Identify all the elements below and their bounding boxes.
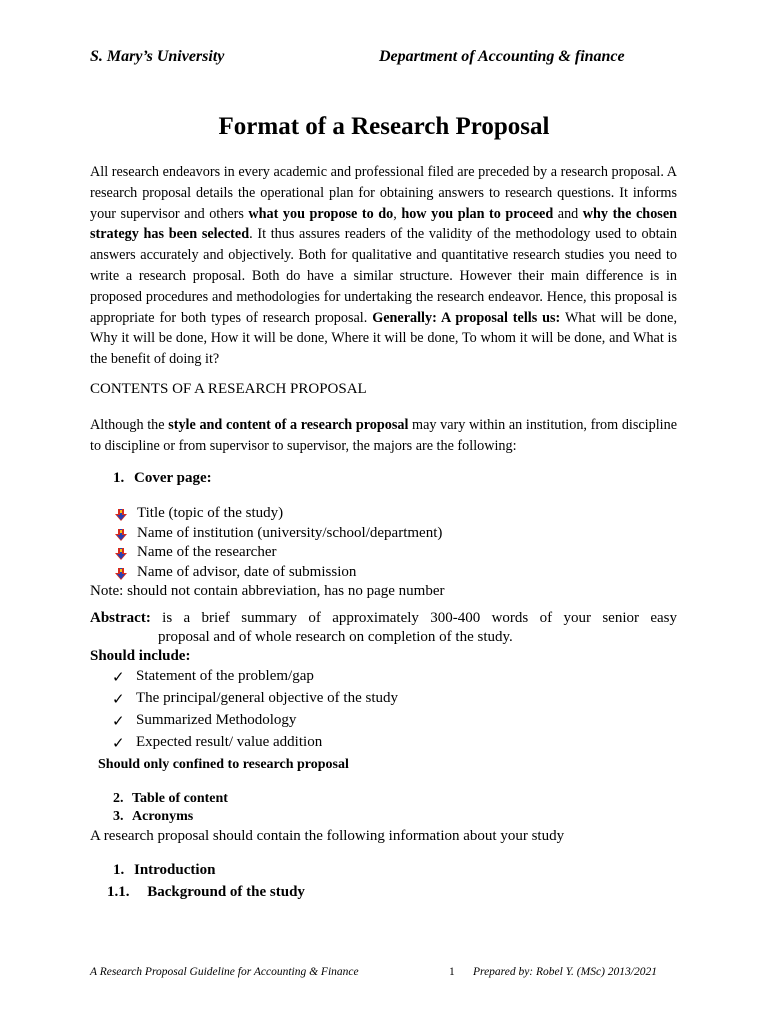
toc-number: 2.	[113, 791, 124, 806]
intro-text-2: ,	[393, 205, 402, 222]
note-text: Note: should not contain abbreviation, has no page number	[90, 583, 445, 599]
introduction-number: 1.	[113, 862, 125, 878]
acronyms-number: 3.	[113, 809, 124, 824]
toc-label: Table of content	[132, 791, 228, 806]
abstract-line-1: is a brief summary of approximately 300-400 words of your senior easy	[150, 610, 677, 626]
intro-bold-4: Generally: A proposal tells us:	[372, 309, 561, 326]
should-include-heading: Should include:	[90, 648, 191, 664]
contents-heading: CONTENTS OF A RESEARCH PROPOSAL	[90, 381, 367, 397]
checkmark-icon: ✓	[112, 736, 125, 752]
header-department: Department of Accounting & finance	[379, 48, 625, 65]
include-item-label: Expected result/ value addition	[136, 734, 323, 750]
introduction-heading	[113, 862, 215, 879]
intro-bold-2: how you plan to proceed	[401, 205, 554, 222]
info-line: A research proposal should contain the following information about your study	[90, 828, 565, 844]
checkmark-icon: ✓	[112, 714, 125, 730]
footer-left: A Research Proposal Guideline for Accounting & Finance	[90, 966, 359, 978]
background-number: 1.1.	[107, 884, 130, 900]
cover-page-label: Cover page:	[134, 470, 212, 486]
cover-item-label: Name of advisor, date of submission	[137, 564, 357, 580]
intro-bold-1: what you propose to do	[248, 205, 394, 222]
intro-text-5: What will be done, Why it will be done, How it will be done, Where it will be done, To whom it will be done, and What is the benefit of doing it?	[90, 309, 677, 368]
cover-item-label: Name of institution (university/school/department)	[137, 525, 443, 541]
abstract-label: Abstract:	[90, 610, 151, 626]
arrow-bullet-icon	[115, 548, 127, 560]
background-label: Background of the study	[147, 884, 305, 900]
checkmark-icon: ✓	[112, 692, 125, 708]
include-item-label: The principal/general objective of the study	[136, 690, 398, 706]
confined-note: Should only confined to research proposal	[98, 757, 349, 772]
intro-text-4: . It thus assures readers of the validity of the methodology used to obtain answers accurately and objectively. Both for qualitative and quantitative research studies you need to write a research proposal. Both do have a similar structure. However their main difference is in proposed procedures and methodologies for undertaking the research endeavor. Hence, this proposal is appropriate for both types of research proposal.	[90, 226, 677, 326]
intro-bold-3: why the chosen strategy has been selected	[90, 205, 678, 243]
background-heading	[107, 884, 305, 901]
intro-text-3: and	[553, 205, 583, 222]
toc-heading	[113, 791, 228, 807]
page-title: Format of a Research Proposal	[218, 113, 550, 140]
cover-page-heading	[113, 470, 212, 487]
header-university: S. Mary’s University	[90, 48, 225, 65]
abstract-line-2: proposal and of whole research on completion of the study.	[158, 629, 513, 645]
cover-item-label: Title (topic of the study)	[137, 505, 284, 521]
arrow-bullet-icon	[115, 529, 127, 541]
introduction-label: Introduction	[134, 862, 216, 878]
acronyms-heading	[113, 809, 193, 825]
arrow-bullet-icon	[115, 509, 127, 521]
abstract-paragraph	[90, 609, 677, 628]
intro-paragraph	[90, 162, 677, 370]
include-item-label: Statement of the problem/gap	[136, 668, 314, 684]
page-number: 1	[449, 966, 455, 978]
although-paragraph	[90, 415, 677, 457]
arrow-bullet-icon	[115, 568, 127, 580]
checkmark-icon: ✓	[112, 670, 125, 686]
although-text-2: may vary within an institution, from discipline to discipline or from supervisor to supervisor, the majors are the following:	[90, 417, 677, 454]
intro-text-1: All research endeavors in every academic and professional filed are preceded by a research proposal. A research proposal details the operational plan for obtaining answers to research questions. It informs your supervisor and others	[90, 164, 677, 222]
include-item-label: Summarized Methodology	[136, 712, 297, 728]
footer-right: Prepared by: Robel Y. (MSc) 2013/2021	[473, 966, 657, 978]
cover-page-number: 1.	[113, 470, 125, 486]
cover-item-label: Name of the researcher	[137, 544, 277, 560]
although-bold: style and content of a research proposal	[168, 417, 409, 433]
although-text-1: Although the	[90, 417, 169, 433]
acronyms-label: Acronyms	[132, 809, 194, 824]
